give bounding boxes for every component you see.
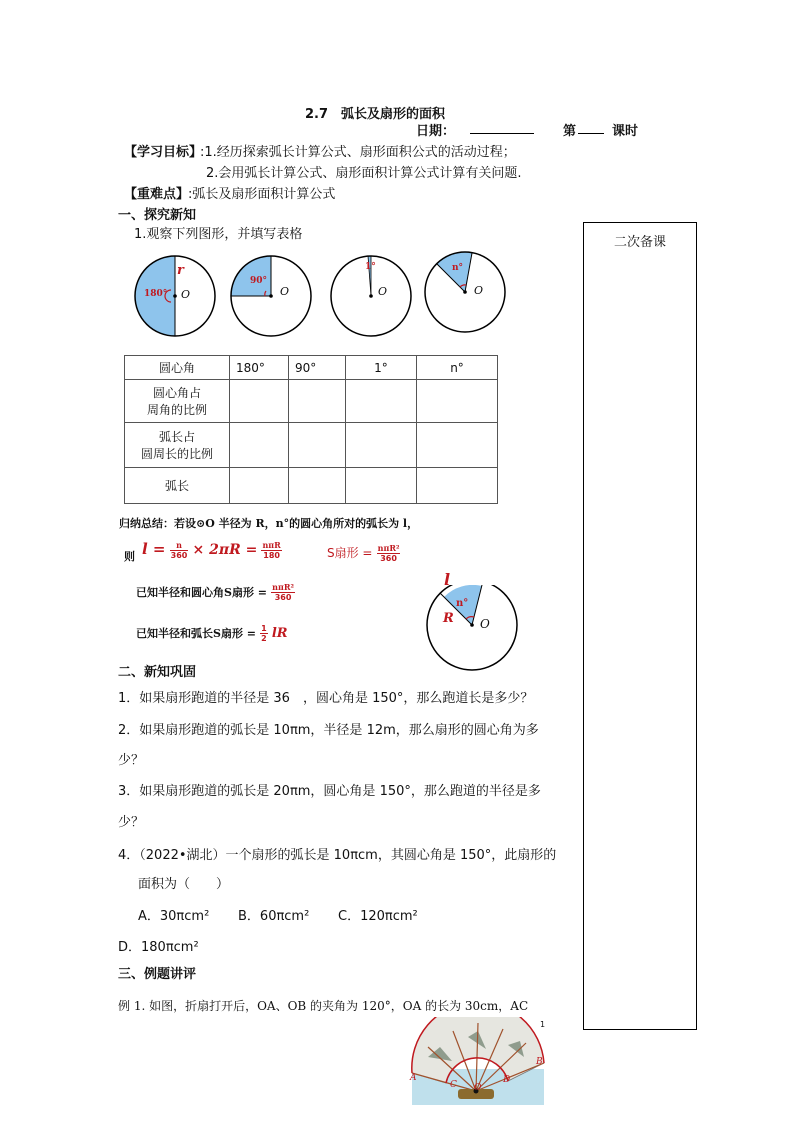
label-o-2: O [280, 285, 290, 298]
page-title: 2.7 弧长及扇形的面积 [305, 107, 446, 122]
circle-n-figure [420, 250, 520, 340]
sector-figure [422, 585, 522, 675]
table-cell[interactable] [289, 423, 346, 468]
circle-90 [231, 256, 311, 336]
page-mark: 1 [540, 1020, 546, 1029]
label-o-4: O [474, 284, 484, 297]
goal-2: 2.会用弧长计算公式、扇形面积计算公式计算有关问题. [206, 166, 522, 181]
date-blank [470, 133, 534, 134]
summary-ze: 则 [124, 550, 135, 563]
table-cell[interactable] [417, 423, 498, 468]
key-text: :弧长及扇形面积计算公式 [188, 187, 336, 202]
circle-figures [128, 250, 420, 340]
question-4: 4．（2022•湖北）一个扇形的弧长是 10πcm，其圆心角是 150°，此扇形的 [118, 848, 557, 863]
option-c: C．120πcm² [338, 909, 418, 924]
option-b: B．60πcm² [238, 909, 310, 924]
table-cell[interactable] [346, 423, 417, 468]
fig-label-n: n° [456, 598, 469, 609]
table-cell[interactable] [346, 380, 417, 423]
goals-label: 【学习目标】 [124, 145, 203, 160]
option-d: D．180πcm² [118, 940, 199, 955]
table-cell[interactable] [289, 380, 346, 423]
fig-label-l: l [444, 570, 451, 589]
known-radius-arc: 已知半径和弧长S扇形 = $\frac{1}{2}$ lR [136, 624, 288, 643]
known-radius-angle: 已知半径和圆心角S扇形 = $\frac{\text{nπR²}}{360}$ [136, 582, 294, 602]
table-cell: 圆心角占 周角的比例 [125, 380, 230, 423]
table-cell: 1° [346, 356, 417, 380]
fig-label-R: R [443, 611, 454, 626]
table-row [125, 423, 498, 468]
fig-label-O: O [480, 617, 490, 631]
section-1-heading: 一、探究新知 [118, 208, 197, 223]
label-r: r [177, 263, 184, 278]
option-a: A．30πcm² [138, 909, 210, 924]
date-label: 日期： [416, 124, 456, 139]
lesson-prefix: 第 [563, 124, 577, 139]
question-3-cont: 少？ [118, 815, 145, 830]
question-1: 1．如果扇形跑道的半径是 36 ，圆心角是 150°，那么跑道长是多少？ [118, 691, 534, 706]
table-cell[interactable] [230, 380, 289, 423]
key-label: 【重难点】 [124, 187, 190, 202]
table-cell[interactable] [230, 423, 289, 468]
lesson-suffix: 课时 [612, 124, 639, 139]
lesson-blank [578, 133, 604, 134]
question-3: 3．如果扇形跑道的弧长是 20πm，圆心角是 150°，那么跑道的半径是多 [118, 784, 541, 799]
sidebar-title: 二次备课 [613, 235, 666, 250]
task-1: 1.观察下列图形，并填写表格 [134, 227, 303, 242]
fan-label-c: C [450, 1080, 457, 1090]
fan-label-b: B [536, 1057, 543, 1067]
fan-label-d: D [503, 1075, 511, 1085]
fan-label-o: O [474, 1083, 482, 1093]
table-cell[interactable] [346, 468, 417, 504]
table-cell: n° [417, 356, 498, 380]
area-formula: S扇形 = $\frac{\text{nπR²}}{360}$ [327, 543, 400, 563]
question-2-cont: 少？ [118, 753, 145, 768]
label-1deg: 1° [365, 262, 376, 272]
example-1: 例 1. 如图，折扇打开后，OA、OB 的夹角为 120°，OA 的长为 30cm，AC [118, 999, 529, 1013]
ratio-table [124, 355, 498, 504]
table-row [125, 356, 498, 380]
table-cell[interactable] [417, 380, 498, 423]
label-o-1: O [181, 288, 191, 301]
question-4-cont: 面积为（ ） [138, 877, 230, 892]
table-cell: 圆心角 [125, 356, 230, 380]
table-cell[interactable] [417, 468, 498, 504]
label-90: 90° [250, 276, 268, 286]
section-2-heading: 二、新知巩固 [118, 665, 197, 680]
section-3-heading: 三、例题讲评 [118, 967, 197, 982]
fan-label-a: A [410, 1073, 417, 1083]
table-cell: 弧长 [125, 468, 230, 504]
table-cell: 90° [289, 356, 346, 380]
arc-length-formula: l = $\frac{n}{360}$ × 2πR = $\frac{\text{nπR}}{180}$ [142, 540, 281, 560]
table-cell[interactable] [289, 468, 346, 504]
circle-ndeg [425, 252, 505, 332]
table-row [125, 468, 498, 504]
summary-line: 归纳总结：若设⊙O 半径为 R，n°的圆心角所对的弧长为 l， [119, 517, 419, 530]
notes-sidebar [583, 222, 697, 1030]
table-cell: 弧长占 圆周长的比例 [125, 423, 230, 468]
question-2: 2．如果扇形跑道的弧长是 10πm，半径是 12m，那么扇形的圆心角为多 [118, 723, 539, 738]
table-cell[interactable] [230, 468, 289, 504]
label-ndeg: n° [452, 263, 464, 273]
label-180: 180° [144, 289, 168, 299]
goal-1: :1.经历探索弧长计算公式、扇形面积公式的活动过程； [200, 145, 516, 160]
label-o-3: O [378, 285, 388, 298]
table-cell: 180° [230, 356, 289, 380]
table-row [125, 380, 498, 423]
